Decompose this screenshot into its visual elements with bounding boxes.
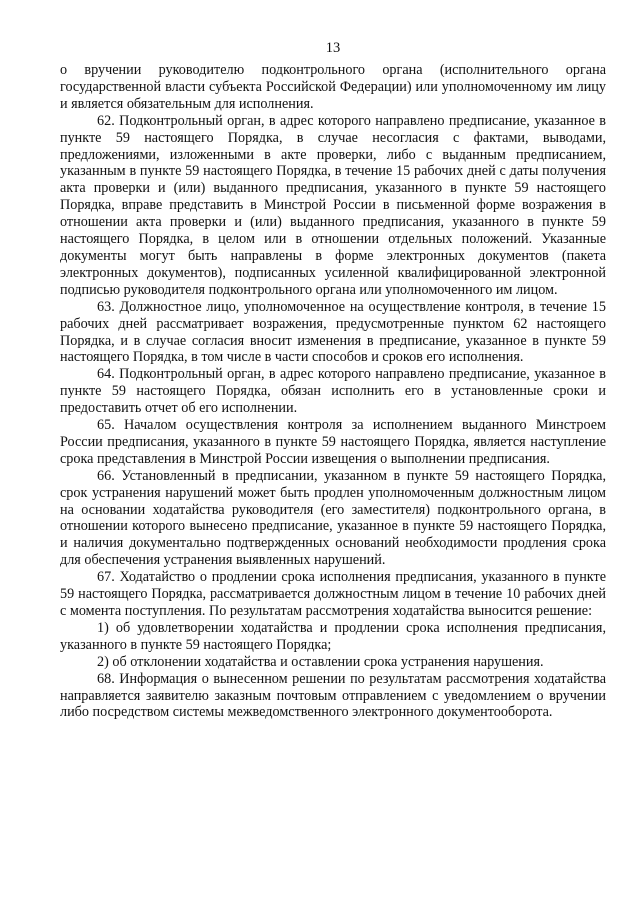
paragraph-68: 68. Информация о вынесенном решении по результатам рассмотрения ходатайства направляется заявителю заказным почтовым отправлением с уведомлением о вручении либо посредством системы межведомственного электронного документооборота. xyxy=(60,670,606,721)
paragraph-66: 66. Установленный в предписании, указанном в пункте 59 настоящего Порядка, срок устранения нарушений может быть продлен уполномоченным должностным лицом на основании ходатайства руководителя (его заместителя) подконтрольного органа, в отношении которого вынесено предписание, указанное в пункте 59 настоящего Порядка, и наличия документально подтвержденных оснований необходимости продления срока для обеспечения устранения выявленных нарушений. xyxy=(60,467,606,569)
page-number: 13 xyxy=(325,40,341,56)
paragraph-63: 63. Должностное лицо, уполномоченное на осуществление контроля, в течение 15 рабочих дней рассматривает возражения, предусмотренные пунктом 62 настоящего Порядка, и в случае согласия вносит изменения в предписание, указанное в пункте 59 настоящего Порядка, в том числе в части способов и сроков его исполнения. xyxy=(60,298,606,366)
paragraph-65: 65. Началом осуществления контроля за исполнением выданного Минстроем России предписания, указанного в пункте 59 настоящего Порядка, является наступление срока представления в Минстрой России извещения о выполнении предписания. xyxy=(60,417,606,467)
document-body xyxy=(60,62,606,721)
paragraph-64: 64. Подконтрольный орган, в адрес которого направлено предписание, указанное в пункте 59 настоящего Порядка, обязан исполнить его в установленные сроки и предоставить отчет об его исполнении. xyxy=(60,366,606,417)
paragraph-61-continuation: о вручении руководителю подконтрольного органа (исполнительного органа государственной власти субъекта Российской Федерации) или уполномоченному им лицу и является обязательным для исполнения. xyxy=(60,62,606,112)
paragraph-67-item-1: 1) об удовлетворении ходатайства и продлении срока исполнения предписания, указанного в пункте 59 настоящего Порядка; xyxy=(60,619,606,653)
paragraph-67: 67. Ходатайство о продлении срока исполнения предписания, указанного в пункте 59 настоящего Порядка, рассматривается должностным лицом в течение 10 рабочих дней с момента поступления. По результатам рассмотрения ходатайства выносится решение: xyxy=(60,569,606,619)
paragraph-62: 62. Подконтрольный орган, в адрес которого направлено предписание, указанное в пункте 59 настоящего Порядка, в случае несогласия с фактами, выводами, предложениями, изложенными в акте проверки, либо с выданным предписанием, указанным в пункте 59 настоящего Порядка, в течение 15 рабочих дней с даты получения акта проверки и (или) выданного предписания, указанного в пункте 59 настоящего Порядка, вправе представить в Минстрой России в письменной форме возражения в отношении акта проверки и (или) выданного предписания, указанного в пункте 59 настоящего Порядка, в целом или в отношении отдельных положений. Указанные документы могут быть направлены в форме электронных документов (пакета электронных документов), подписанных усиленной квалифицированной электронной подписью руководителя подконтрольного органа или уполномоченного им лицом. xyxy=(60,112,606,298)
paragraph-67-item-2: 2) об отклонении ходатайства и оставлении срока устранения нарушения. xyxy=(97,653,544,670)
